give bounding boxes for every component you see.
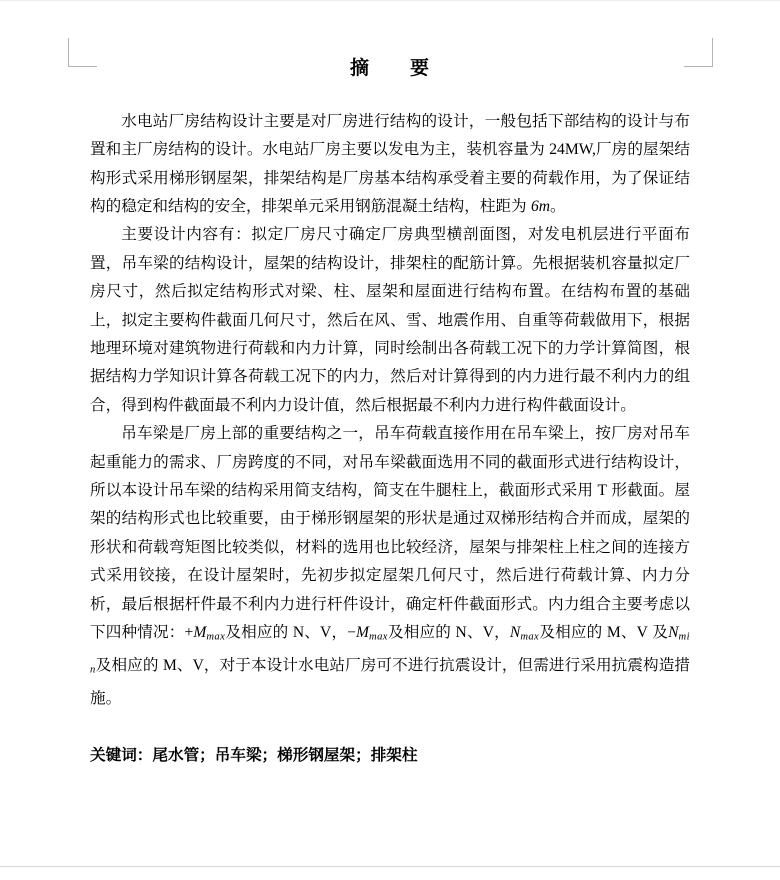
paragraph-abstract-1 (90, 108, 690, 222)
text-run: 。 (550, 198, 566, 216)
math-subscript: max (520, 631, 540, 643)
text-run: 及相应的 (225, 624, 293, 642)
text-run: 形截面。屋架的结构形式也比较重要，由于梯形钢屋架的形状是通过双梯形结构合并而成，屋架的形状和荷载弯矩图比较类似，材料的选用也比较经济，屋架与排架柱上柱之间的连接方式采用铰接，在设计屋架时，先初步拟定屋架几何尺寸，然后进行荷载计算、内力分析，最后根据杆件最不利内力进行杆件设计，确定杆件截面形式。内力组合主要考虑以下四种情况： (90, 482, 690, 642)
serif-run: 24MW, (549, 141, 596, 159)
math-upright-run: N、V (292, 624, 332, 642)
text-run: ， (493, 624, 510, 642)
text-run: 主要设计内容有：拟定厂房尺寸确定厂房典型横剖面图，对发电机层进行平面布置，吊车梁的结构设计，屋架的结构设计，排架柱的配筋计算。先根据装机容量拟定厂房尺寸，然后拟定结构形式对梁、柱、屋架和屋面进行结构布置。在结构布置的基础上，拟定主要构件截面几何尺寸，然后在风、雪、地震作用、自重等荷载做用下，根据地理环境对建筑物进行荷载和内力计算，同时绘制出各荷载工况下的力学计算简图，根据结构力学知识计算各荷载工况下的内力，然后对计算得到的内力进行最不利内力的组合，得到构件截面最不利内力设计值，然后根据最不利内力进行构件截面设计。 (90, 226, 690, 414)
text-run: ，对于本设计水电站厂房可不进行抗震设计，但需进行采用抗震构造措施。 (90, 656, 690, 707)
paragraph-abstract-2 (90, 221, 690, 420)
math-upright-run: N、V (455, 624, 494, 642)
text-run: 及相应的 (387, 624, 456, 642)
math-variable: $N_{max}$ (509, 624, 540, 643)
math-upright-run: + (184, 624, 194, 642)
serif-italic-run: 6m (530, 198, 551, 216)
math-variable: $M_{max}$ (193, 624, 226, 643)
text-run: 厂房的屋架结构形式采用梯形钢屋架，排架结构是厂房基本结构承受着主要的荷载作用，为了保证结构的稳定和结构的安全，排架单元采用钢筋混凝土结构，柱距为 (90, 141, 690, 216)
math-upright-run: M、V (162, 656, 204, 674)
text-run: 及相应的 (539, 624, 607, 642)
serif-run: T (597, 482, 608, 500)
math-variable: $N_{mi n}$ (90, 624, 690, 676)
math-subscript: mi n (90, 631, 690, 676)
text-run: 及 (647, 624, 669, 642)
page-bottom-edge-line (0, 866, 780, 867)
text-run: 水电站厂房结构设计主要是对厂房进行结构的设计，一般包括下部结构的设计与布置和主厂房结构的设计。水电站厂房主要以发电为主，装机容量为 (90, 112, 690, 159)
document-body (90, 0, 690, 770)
math-variable: $M_{max}$ (356, 624, 388, 643)
keywords-line: 关键词：尾水管；吊车梁；梯形钢屋架；排架柱 (90, 746, 418, 764)
math-subscript: max (206, 631, 226, 643)
paragraph-abstract-3 (90, 420, 690, 713)
math-upright-run: M、V (606, 624, 648, 642)
text-run: ， (331, 624, 348, 642)
text-run: 及相应的 (95, 656, 163, 674)
math-subscript: max (369, 631, 388, 643)
text-run: 吊车梁是厂房上部的重要结构之一，吊车荷载直接作用在吊车梁上，按厂房对吊车起重能力的需求、厂房跨度的不同，对吊车梁截面选用不同的截面形式进行结构设计，所以本设计吊车梁的结构采用简支结构，简支在牛腿柱上，截面形式采用 (90, 425, 690, 500)
math-upright-run: − (347, 624, 357, 642)
page-title: 摘 要 (349, 58, 430, 79)
